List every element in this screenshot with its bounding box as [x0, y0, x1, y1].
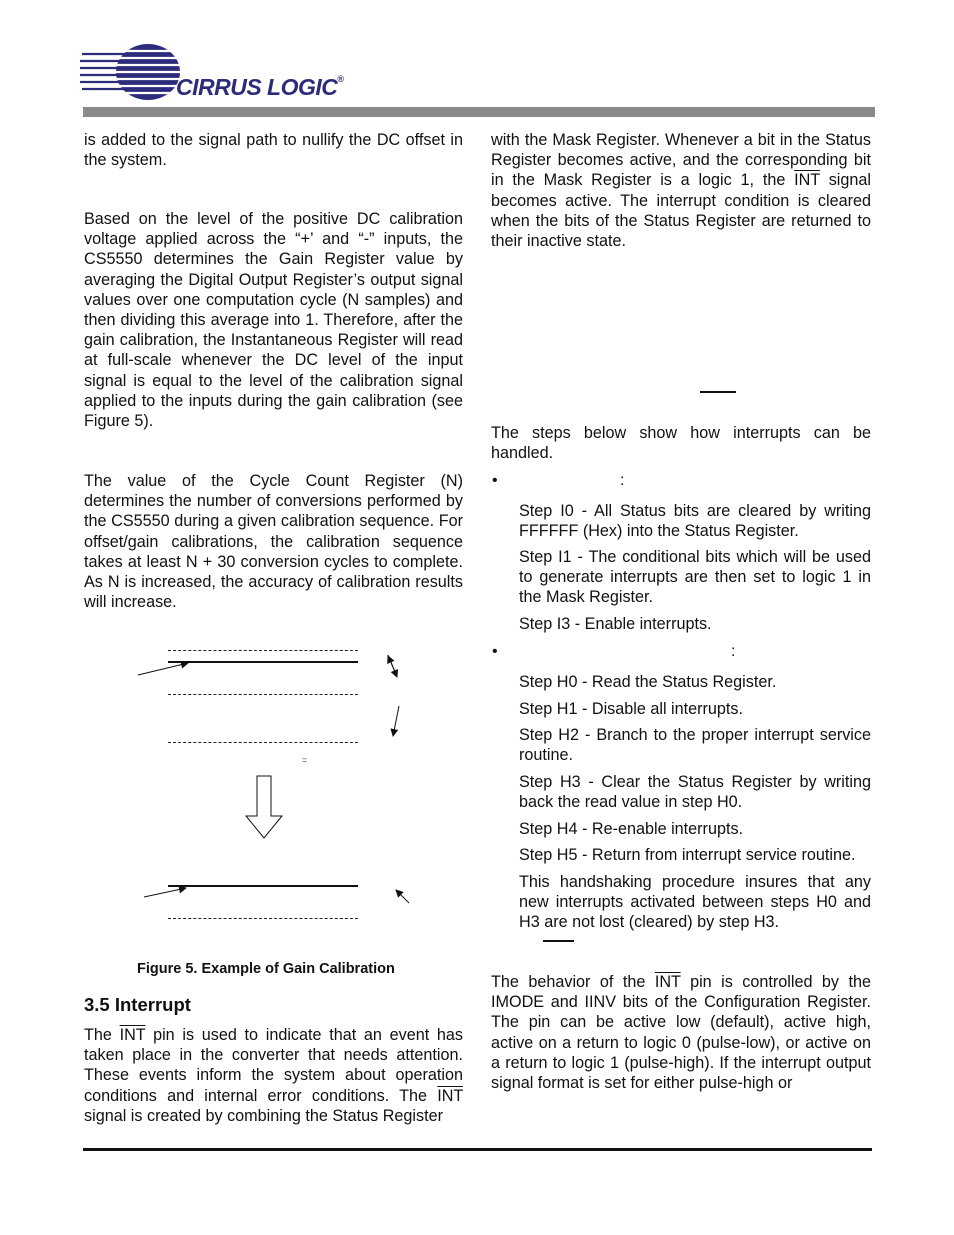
- step-item: This handshaking procedure insures that any new interrupts activated between steps H0 and H3 are not lost (cleared) by step H3.: [519, 873, 871, 932]
- down-arrow-icon: [246, 776, 282, 838]
- footer-divider: [83, 1148, 872, 1151]
- bullet-colon: :: [731, 643, 736, 660]
- logo-stripes-icon: [80, 42, 184, 104]
- step-item: Step H1 - Disable all interrupts.: [519, 700, 744, 718]
- step-item: Step I1 - The conditional bits which will be used to generate interrupts are then set to logic 1 in the Mask Register.: [519, 548, 871, 607]
- header-divider: [83, 107, 875, 117]
- figure-caption: Figure 5. Example of Gain Calibration: [137, 961, 395, 977]
- figure-equals-label: =: [302, 755, 308, 765]
- left-paragraph-1: is added to the signal path to nullify the DC offset in the system.: [84, 131, 463, 170]
- logo-wordmark: CIRRUS LOGIC®: [176, 74, 344, 100]
- pointer-arrow-icon: [138, 663, 188, 675]
- step-item: Step I3 - Enable interrupts.: [519, 615, 712, 633]
- section-heading-interrupt: 3.5 Interrupt: [84, 994, 191, 1015]
- step-item: Step H5 - Return from interrupt service routine.: [519, 846, 856, 864]
- left-paragraph-interrupt: The $\overline{INT}$ pin is used to indicate that an event has taken place in the converter that needs attention. These events inform the system about operation conditions and internal error conditions. The $\overline{INT}$ signal is created by combining the Status Register: [84, 1026, 463, 1125]
- bullet-icon: •: [492, 643, 498, 660]
- left-paragraph-cycle-count: The value of the Cycle Count Register (N) determines the number of conversions performed by the CS5550 during a given calibration sequence. For offset/gain calibrations, the calibration sequence takes at least N + 30 conversion cycles to complete. As N is increased, the accuracy of calibration results will increase.: [84, 472, 463, 612]
- step-item: Step H2 - Branch to the proper interrupt service routine.: [519, 726, 871, 765]
- left-paragraph-gain: Based on the level of the positive DC calibration voltage applied across the “+’ and “-” inputs, the CS5550 determines the Gain Register value by averaging the Digital Output Register’s output signal values over one computation cycle (N samples) and then dividing this average into 1. Therefore, after the gain calibration, the Instantaneous Register will read at full-scale whenever the DC level of the input signal is equal to the level of the calibration signal applied to the inputs during the gain calibration (see Figure 5).: [84, 210, 463, 431]
- bullet-icon: •: [492, 472, 498, 489]
- right-paragraph-steps-intro: The steps below show how interrupts can be handled.: [491, 424, 871, 463]
- heading-overline-mark: [543, 940, 574, 942]
- heading-overline-mark: [700, 391, 736, 393]
- right-paragraph-int-behavior: The behavior of the $\overline{INT}$ pin is controlled by the IMODE and IINV bits of the Configuration Register. The pin can be active low (default), active high, active on a return to logic 0 (pulse-low), or active on a return to logic 1 (pulse-high). If the interrupt output signal format is set for either pulse-high or: [491, 973, 871, 1093]
- pointer-arrow-icon: [144, 888, 186, 897]
- step-item: Step H3 - Clear the Status Register by writing back the read value in step H0.: [519, 773, 871, 812]
- figure-arrows: [130, 640, 430, 930]
- pointer-arrow-icon: [393, 706, 399, 736]
- bullet-colon: :: [620, 472, 625, 489]
- pointer-arrow-icon: [388, 655, 397, 677]
- pointer-arrow-icon: [396, 890, 409, 903]
- step-item: Step H0 - Read the Status Register.: [519, 673, 777, 691]
- step-item: Step I0 - All Status bits are cleared by writing FFFFFF (Hex) into the Status Register.: [519, 502, 871, 541]
- step-item: Step H4 - Re-enable interrupts.: [519, 820, 744, 838]
- right-paragraph-mask: with the Mask Register. Whenever a bit in the Status Register becomes active, and the corresponding bit in the Mask Register is a logic 1, the $\overline{INT}$ signal becomes active. The interrupt condition is cleared when the bits of the Status Register are returned to their inactive state.: [491, 131, 871, 251]
